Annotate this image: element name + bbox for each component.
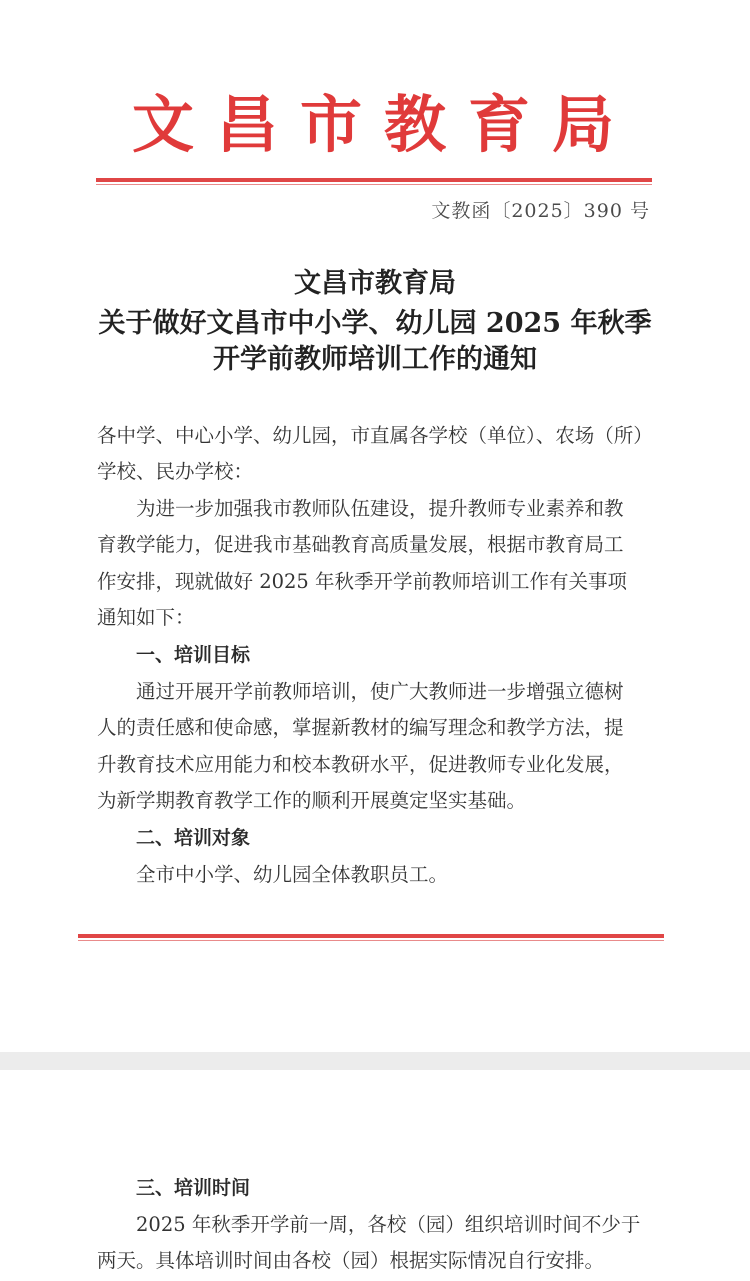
section-1-line-1: 通过开展开学前教师培训，使广大教师进一步增强立德树 [136, 680, 624, 703]
document-page-2 [0, 1070, 750, 1281]
recipients-line-1: 各中学、中心小学、幼儿园，市直属各学校（单位）、农场（所） [97, 424, 653, 447]
intro-line-2: 育教学能力，促进我市基础教育高质量发展，根据市教育局工 [97, 533, 624, 556]
section-1-heading: 一、培训目标 [136, 644, 251, 666]
recipients-line-2: 学校、民办学校： [97, 460, 254, 483]
section-1-line-2: 人的责任感和使命感，掌握新教材的编写理念和教学方法，提 [97, 716, 624, 739]
letterhead-org-name: 文昌市教育局 [131, 88, 636, 161]
intro-line-1: 为进一步加强我市教师队伍建设，提升教师专业素养和教 [136, 497, 624, 520]
document-number: 文教函〔2025〕390 号 [431, 200, 650, 222]
section-2-heading: 二、培训对象 [136, 827, 251, 849]
title-line-1: 文昌市教育局 [294, 268, 456, 299]
footer-red-rule [78, 934, 664, 938]
intro-line-4: 通知如下： [97, 606, 195, 629]
title-line-2: 关于做好文昌市中小学、幼儿园 2025 年秋季 [98, 308, 652, 339]
letterhead-red-rule [96, 178, 652, 182]
section-3-line-1: 2025 年秋季开学前一周，各校（园）组织培训时间不少于 [136, 1213, 641, 1236]
section-2-line-1: 全市中小学、幼儿园全体教职员工。 [136, 863, 449, 886]
title-line-3: 开学前教师培训工作的通知 [213, 344, 537, 375]
page-separator [0, 1052, 750, 1070]
intro-line-3: 作安排，现就做好 2025 年秋季开学前教师培训工作有关事项 [97, 570, 628, 593]
section-3-heading: 三、培训时间 [136, 1177, 251, 1199]
section-1-line-3: 升教育技术应用能力和校本教研水平，促进教师专业化发展， [97, 753, 624, 776]
section-3-line-2: 两天。具体培训时间由各校（园）根据实际情况自行安排。 [97, 1249, 605, 1272]
section-1-line-4: 为新学期教育教学工作的顺利开展奠定坚实基础。 [97, 789, 527, 812]
